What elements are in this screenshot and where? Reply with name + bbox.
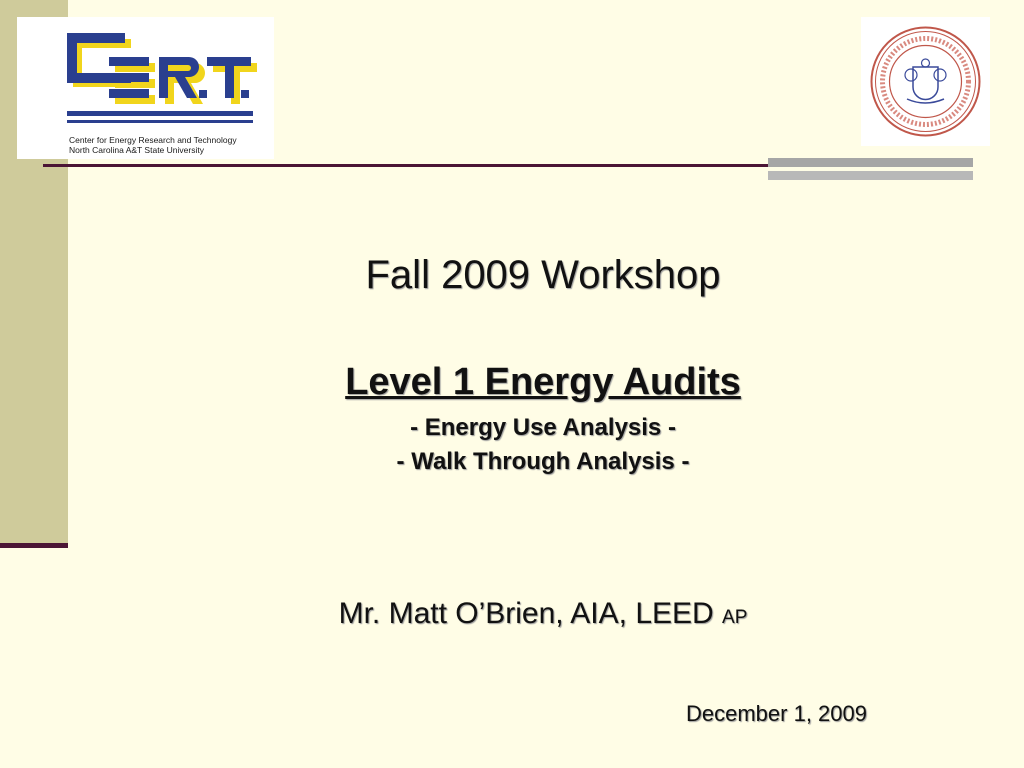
- cert-caption-line2: North Carolina A&T State University: [69, 145, 204, 155]
- cert-caption-line1: Center for Energy Research and Technology: [69, 135, 237, 145]
- topic-energy-use-analysis: - Energy Use Analysis -: [410, 414, 676, 441]
- presenter-credential-suffix: AP: [722, 607, 748, 628]
- university-seal: [861, 17, 990, 146]
- slide-subtitle: Level 1 Energy Audits: [345, 361, 741, 403]
- slide-title: Fall 2009 Workshop: [365, 253, 721, 297]
- cert-logo: [17, 17, 274, 159]
- topic-walk-through-analysis: - Walk Through Analysis -: [396, 448, 690, 475]
- seal-icon: [861, 17, 990, 146]
- header-grey-bars: [768, 158, 973, 180]
- presentation-date: December 1, 2009: [686, 701, 867, 726]
- presenter-name-text: Mr. Matt O’Brien, AIA, LEED: [338, 597, 714, 630]
- presenter-name: [0, 596, 1024, 636]
- cert-caption: [69, 135, 269, 155]
- left-accent-rule: [0, 543, 68, 548]
